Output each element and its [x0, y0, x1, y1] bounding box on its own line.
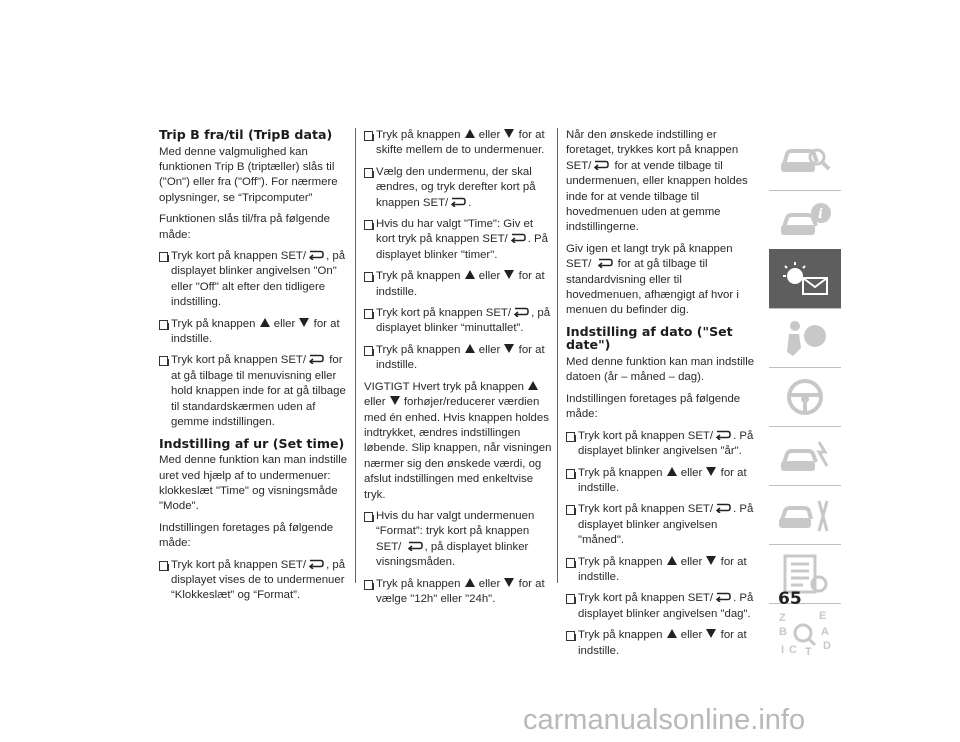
arrow-down-icon: [390, 396, 400, 405]
list-item: Tryk kort på knappen SET/ , på displayet blinker angivelsen "On" eller "Off" alt efter den tidligere indstilling.: [159, 249, 349, 311]
list-item: Tryk kort på knappen SET/ for at gå tilbage til menuvisning eller hold knappen inde for at gå tilbage til standardskærmen uden af gemme indstillingen.: [159, 353, 349, 430]
steering-wheel-icon: [775, 373, 835, 421]
arrow-down-icon: [504, 344, 514, 353]
checkbox-bullet-icon: [364, 512, 373, 522]
index-alphabet-icon: [775, 609, 835, 657]
list-item: Tryk kort på knappen SET/ . På displayet blinker angivelsen "dag".: [566, 591, 758, 622]
list-item: Tryk kort på knappen SET/ , på displayet blinker “minuttallet”.: [364, 306, 554, 337]
return-arrow-icon: [715, 592, 731, 602]
return-arrow-icon: [513, 307, 529, 317]
watermark: carmanualsonline.info: [523, 704, 806, 736]
return-arrow-icon: [407, 541, 423, 551]
arrow-down-icon: [706, 556, 716, 565]
arrow-up-icon: [465, 129, 475, 138]
tab-car-info[interactable]: [769, 190, 841, 249]
paragraph-important: VIGTIGT Hvert tryk på knappen eller forhøjer/reducerer værdien med én enhed. Hvis knappen holdes indtrykket, ændres indstillingen løbende. Slip knappen, når visningen nærmer sig den ønskede værdi, og afslut indstillingen med enkeltvise tryk.: [364, 380, 552, 501]
arrow-down-icon: [504, 129, 514, 138]
arrow-up-icon: [465, 344, 475, 353]
section-heading-set-time: Indstilling af ur (Set time): [159, 435, 345, 451]
return-arrow-icon: [597, 258, 613, 268]
list-item: Tryk på knappen eller for at skifte mellem de to undermenuer.: [364, 128, 554, 159]
checkbox-bullet-icon: [566, 432, 575, 442]
list-item: Tryk på knappen eller for at indstille.: [159, 317, 349, 348]
checkbox-bullet-icon: [159, 320, 168, 330]
list-item: Hvis du har valgt "Time": Giv et kort tryk på knappen SET/ . På displayet blinker "timer".: [364, 217, 554, 263]
return-arrow-icon: [715, 503, 731, 513]
car-info-icon: [775, 196, 835, 244]
paragraph: Med denne funktion kan man indstille uret ved hjælp af to undermenuer: klokkeslæt "Time" og visningsmåde "Mode".: [159, 454, 348, 513]
arrow-up-icon: [667, 629, 677, 638]
paragraph: Indstillingen foretages på følgende måde:: [566, 392, 741, 421]
safety-airbag-icon: [775, 314, 835, 362]
checkbox-bullet-icon: [364, 309, 373, 319]
return-arrow-icon: [308, 559, 324, 569]
list-item: Tryk på knappen eller for at vælge "12h" eller "24h".: [364, 577, 554, 608]
arrow-down-icon: [706, 467, 716, 476]
checkbox-bullet-icon: [364, 580, 373, 590]
svg-text:I: I: [781, 644, 785, 656]
svg-text:T: T: [805, 646, 812, 657]
return-arrow-icon: [593, 160, 609, 170]
tab-safety[interactable]: [769, 308, 841, 367]
return-arrow-icon: [450, 197, 466, 207]
arrow-down-icon: [706, 629, 716, 638]
list-item: Tryk kort på knappen SET/ . På displayet blinker angivelsen "måned".: [566, 502, 758, 548]
svg-text:A: A: [821, 626, 829, 638]
chapter-tabs: [769, 131, 841, 662]
paragraph: Med denne valgmulighed kan funktionen Trip B (triptæller) slås til ("On") eller fra ("Off"). For nærmere oplysninger, se “Tripcomputer”: [159, 145, 338, 204]
column-3: [566, 128, 758, 665]
arrow-up-icon: [465, 578, 475, 587]
checkbox-bullet-icon: [364, 131, 373, 141]
list-item: Tryk på knappen eller for at indstille.: [364, 343, 554, 374]
svg-text:E: E: [819, 610, 827, 622]
list-item: Tryk på knappen eller for at indstille.: [566, 466, 758, 497]
arrow-up-icon: [465, 270, 475, 279]
svg-text:B: B: [779, 626, 787, 638]
return-arrow-icon: [510, 233, 526, 243]
return-arrow-icon: [308, 354, 324, 364]
paragraph: Giv igen et langt tryk på knappen SET/ for at gå tilbage til standardvisning eller til hovedmenuen, afhængigt af hvor i menuen du befinder dig.: [566, 242, 739, 317]
tab-emergency[interactable]: [769, 426, 841, 485]
checkbox-bullet-icon: [566, 469, 575, 479]
svg-text:Z: Z: [779, 612, 786, 624]
list-item: Vælg den undermenu, der skal ændres, og tryk derefter kort på knappen SET/ .: [364, 165, 554, 211]
paragraph: Indstillingen foretages på følgende måde:: [159, 521, 334, 550]
car-search-icon: [775, 136, 835, 184]
svg-text:C: C: [789, 644, 797, 656]
list-item: Hvis du har valgt undermenuen “Format”: tryk kort på knappen SET/ , på displayet blinker visningsmåden.: [364, 509, 554, 571]
checkbox-bullet-icon: [364, 168, 373, 178]
tab-steering[interactable]: [769, 367, 841, 426]
checkbox-bullet-icon: [566, 631, 575, 641]
checkbox-bullet-icon: [364, 272, 373, 282]
checkbox-bullet-icon: [364, 346, 373, 356]
return-arrow-icon: [715, 430, 731, 440]
arrow-up-icon: [528, 381, 538, 390]
tab-dashboard[interactable]: [769, 249, 841, 308]
return-arrow-icon: [308, 250, 324, 260]
list-item: Tryk kort på knappen SET/ . På displayet blinker angivelsen "år".: [566, 429, 758, 460]
tab-car-search[interactable]: [769, 131, 841, 190]
checkbox-bullet-icon: [364, 220, 373, 230]
section-heading-tripb: Trip B fra/til (TripB data): [159, 127, 333, 142]
tab-maintenance[interactable]: [769, 485, 841, 544]
arrow-down-icon: [299, 318, 309, 327]
paragraph: Funktionen slås til/fra på følgende måde:: [159, 213, 330, 241]
checkbox-bullet-icon: [159, 561, 168, 571]
column-1: [159, 128, 349, 610]
car-crash-icon: [775, 432, 835, 480]
dashboard-light-icon: [775, 254, 835, 302]
arrow-down-icon: [504, 578, 514, 587]
svg-text:i: i: [818, 207, 823, 222]
checkbox-bullet-icon: [566, 558, 575, 568]
list-item: Tryk på knappen eller for at indstille.: [566, 555, 758, 586]
paragraph: Når den ønskede indstilling er foretaget, trykkes kort på knappen SET/ for at vende tilbage til undermenuen, eller knappen holdes inde for at vende tilbage til hovedmenuen uden at gemme indstillingerne.: [566, 129, 748, 234]
column-divider: [355, 128, 356, 583]
section-heading-set-date: Indstilling af dato ("Set date"): [566, 323, 733, 353]
paragraph: Med denne funktion kan man indstille datoen (år – måned – dag).: [566, 356, 755, 384]
checkbox-bullet-icon: [566, 594, 575, 604]
svg-text:D: D: [823, 640, 831, 652]
arrow-down-icon: [504, 270, 514, 279]
checkbox-bullet-icon: [159, 356, 168, 366]
checkbox-bullet-icon: [159, 252, 168, 262]
page-number: 65: [778, 589, 802, 609]
tab-index[interactable]: [769, 603, 841, 662]
checkbox-bullet-icon: [566, 505, 575, 515]
arrow-up-icon: [260, 318, 270, 327]
arrow-up-icon: [667, 467, 677, 476]
list-item: Tryk på knappen eller for at indstille.: [566, 628, 758, 659]
column-2: [364, 128, 554, 613]
list-item: Tryk på knappen eller for at indstille.: [364, 269, 554, 300]
column-divider: [557, 128, 558, 583]
arrow-up-icon: [667, 556, 677, 565]
list-item: Tryk kort på knappen SET/ , på displayet vises de to undermenuer “Klokkeslæt” og “Format”.: [159, 558, 349, 604]
car-tools-icon: [775, 491, 835, 539]
